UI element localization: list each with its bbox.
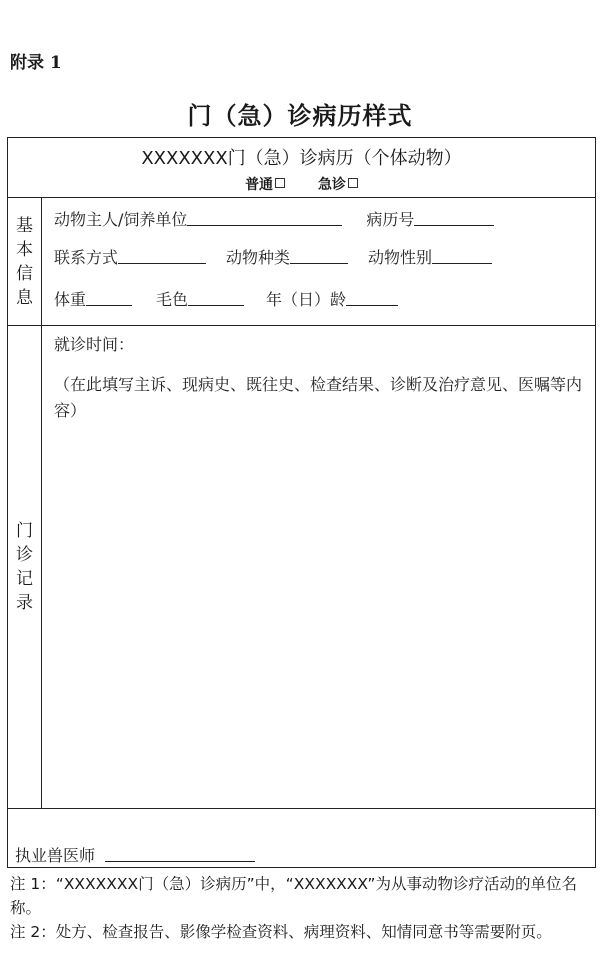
notes [10, 872, 595, 944]
coat-color-label: 毛色 [156, 290, 189, 309]
form-header [8, 138, 595, 198]
signature-label: 执业兽医师 [15, 846, 96, 865]
signature-line [15, 843, 255, 866]
basic-info-fields [54, 198, 591, 325]
outpatient-record-section [8, 326, 595, 809]
side-char: 基 [16, 215, 33, 236]
side-char: 录 [16, 593, 33, 613]
form-header-title: XXXXXXX门（急）诊病历（个体动物） [141, 148, 462, 169]
visit-type-options [8, 174, 595, 194]
contact-label: 联系方式 [54, 248, 119, 267]
basic-info-section [8, 198, 595, 326]
record-no-field[interactable] [414, 211, 494, 226]
visit-time-label: 就诊时间： [54, 335, 135, 354]
coat-color-field[interactable] [188, 291, 244, 306]
option-regular-label: 普通 [245, 177, 274, 193]
signature-field[interactable] [105, 847, 255, 862]
sex-field[interactable] [432, 249, 492, 264]
side-char: 息 [16, 287, 33, 308]
basic-info-line-2 [54, 245, 492, 268]
basic-info-line-3 [54, 287, 398, 310]
record-instruction: （在此填写主诉、现病史、既往史、检查结果、诊断及治疗意见、医嘱等内容） [54, 375, 583, 420]
outpatient-record-area[interactable] [54, 326, 591, 808]
record-no-label: 病历号 [366, 210, 415, 229]
note-2: 注 2：处方、检查报告、影像学检查资料、病理资料、知情同意书等需要附页。 [10, 923, 552, 941]
basic-info-line-1 [54, 207, 494, 230]
side-char: 门 [16, 521, 33, 541]
weight-field[interactable] [86, 291, 132, 306]
species-label: 动物种类 [226, 248, 291, 267]
owner-field[interactable] [187, 211, 342, 226]
side-char: 记 [16, 569, 33, 589]
emergency-checkbox[interactable] [348, 178, 358, 188]
regular-checkbox[interactable] [275, 178, 285, 188]
owner-label: 动物主人/饲养单位 [54, 210, 188, 229]
page-title: 门（急）诊病历样式 [187, 101, 413, 130]
note-1: 注 1：“XXXXXXX门（急）诊病历”中，“XXXXXXX”为从事动物诊疗活动的单位名称。 [10, 875, 577, 917]
side-char: 本 [16, 239, 33, 260]
outpatient-record-side-label [8, 326, 42, 808]
side-char: 诊 [16, 545, 33, 565]
basic-info-side-label [8, 198, 42, 325]
option-emergency-label: 急诊 [317, 177, 346, 193]
option-emergency[interactable] [318, 177, 358, 193]
option-regular[interactable] [245, 177, 285, 193]
weight-label: 体重 [54, 290, 87, 309]
side-char: 信 [16, 263, 33, 284]
age-field[interactable] [346, 291, 398, 306]
age-label: 年（日）龄 [266, 290, 347, 309]
sex-label: 动物性别 [368, 248, 433, 267]
appendix-label: 附录 1 [10, 53, 62, 73]
contact-field[interactable] [118, 249, 206, 264]
species-field[interactable] [290, 249, 348, 264]
signature-section [8, 809, 595, 869]
medical-record-form [7, 137, 596, 868]
